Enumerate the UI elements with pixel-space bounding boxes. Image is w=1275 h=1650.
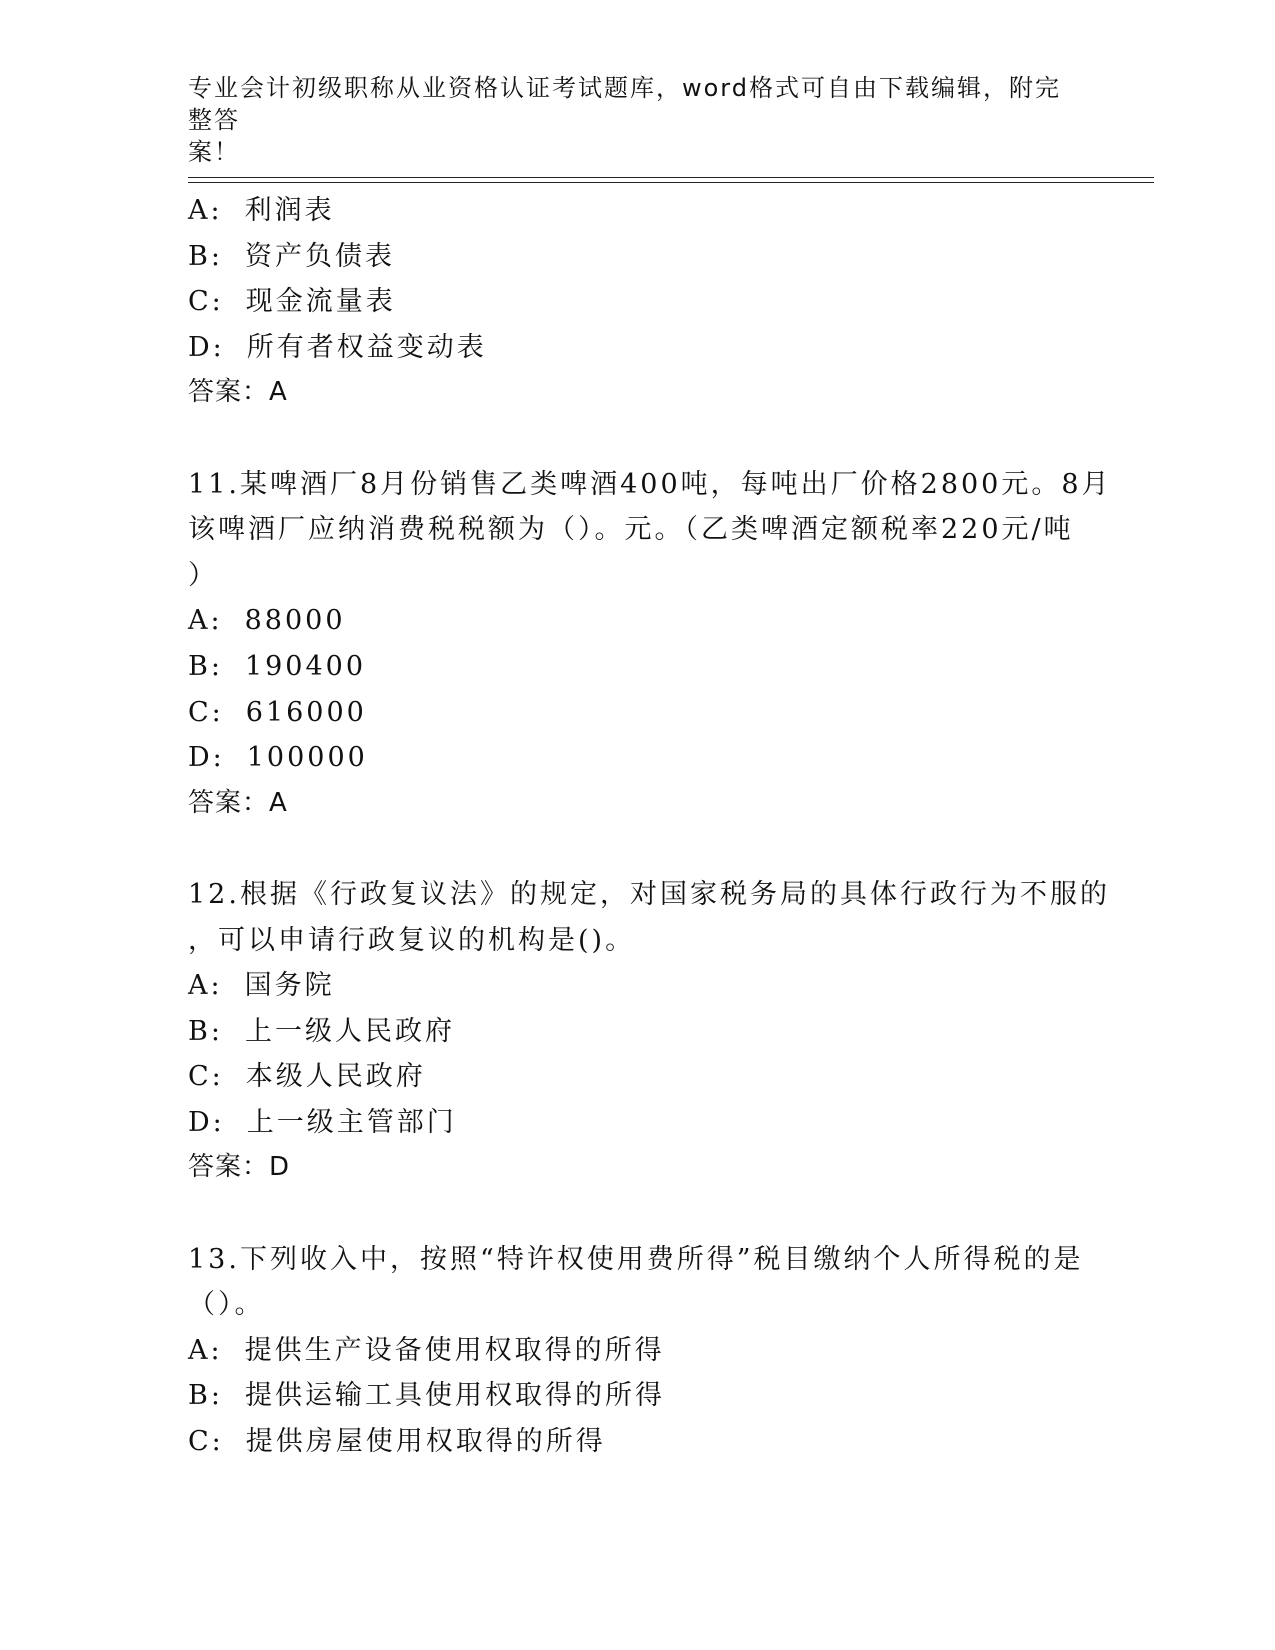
question-text-line: 该啤酒厂应纳消费税税额为（）。元。（乙类啤酒定额税率220元/吨 — [188, 514, 1074, 546]
document-header — [188, 72, 1068, 168]
option-a: A: 国务院 — [188, 970, 335, 1002]
option-c: C: 616000 — [188, 696, 367, 728]
option-c: C: 提供房屋使用权取得的所得 — [188, 1426, 606, 1458]
header-divider-bottom — [188, 182, 1154, 183]
spacer — [188, 1191, 1088, 1237]
question-text-line: 11.某啤酒厂8月份销售乙类啤酒400吨，每吨出厂价格2800元。8月 — [188, 468, 1112, 500]
option-d: D: 上一级主管部门 — [188, 1106, 457, 1138]
spacer — [188, 416, 1088, 462]
question-13 — [188, 1237, 1088, 1465]
spacer — [188, 826, 1088, 872]
option-d: D: 100000 — [188, 742, 368, 774]
option-c: C: 本级人民政府 — [188, 1061, 426, 1093]
option-c: C: 现金流量表 — [188, 286, 396, 318]
question-10 — [188, 188, 1088, 416]
question-text-line: （）。 — [188, 1289, 265, 1321]
question-text-line: 12.根据《行政复议法》的规定，对国家税务局的具体行政行为不服的 — [188, 878, 1110, 910]
option-b: B: 提供运输工具使用权取得的所得 — [188, 1380, 665, 1412]
question-text-line: ，可以申请行政复议的机构是()。 — [188, 924, 636, 956]
option-b: B: 190400 — [188, 650, 367, 682]
answer: 答案：D — [188, 1152, 291, 1183]
header-line-2: 案！ — [188, 138, 240, 166]
question-content — [188, 188, 1112, 1465]
answer: 答案：A — [188, 787, 288, 818]
option-a: A: 提供生产设备使用权取得的所得 — [188, 1334, 665, 1366]
option-b: B: 资产负债表 — [188, 240, 395, 272]
option-b: B: 上一级人民政府 — [188, 1015, 455, 1047]
question-text-line: ） — [188, 559, 218, 591]
option-d: D: 所有者权益变动表 — [188, 331, 487, 363]
header-line-1: 专业会计初级职称从业资格认证考试题库，word格式可自由下载编辑，附完整答 — [188, 74, 1061, 134]
question-11 — [188, 462, 1112, 827]
question-text-line: 13.下列收入中，按照“特许权使用费所得”税目缴纳个人所得税的是 — [188, 1243, 1084, 1275]
option-a: A: 88000 — [188, 605, 346, 637]
option-a: A: 利润表 — [188, 195, 335, 226]
header-divider-top — [188, 177, 1154, 178]
question-12 — [188, 872, 1110, 1191]
answer: 答案：A — [188, 377, 288, 408]
